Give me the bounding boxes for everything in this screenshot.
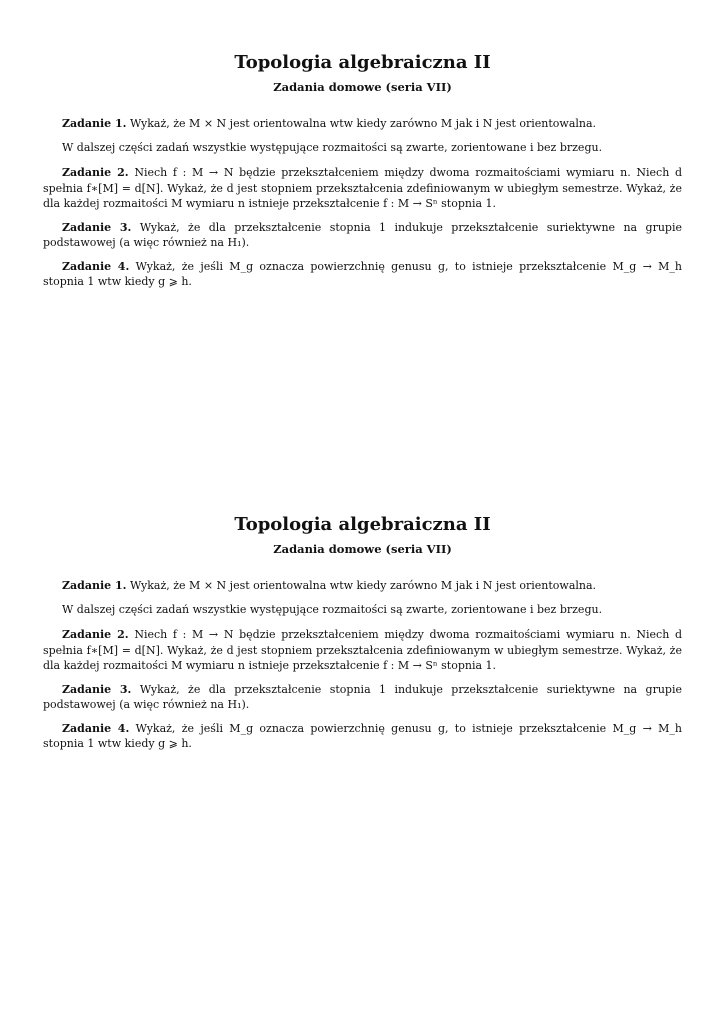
page-subtitle: Zadania domowe (seria VII): [273, 80, 452, 94]
exercise-label: Zadanie 4.: [62, 259, 130, 273]
exercise-4: [43, 259, 682, 290]
exercise-3: [43, 682, 682, 713]
exercise-text: Wykaż, że dla przekształcenie stopnia 1 indukuje przekształcenie suriektywne na grupie podstawowej (a więc również na H₁).: [43, 220, 682, 249]
exercise-label: Zadanie 4.: [62, 721, 130, 735]
exercise-text: Wykaż, że jeśli M_g oznacza powierzchnię genusu g, to istnieje przekształcenie M_g → M_h stopnia 1 wtw kiedy g ⩾ h.: [43, 259, 682, 288]
exercise-text: Wykaż, że dla przekształcenie stopnia 1 indukuje przekształcenie suriektywne na grupie podstawowej (a więc również na H₁).: [43, 682, 682, 711]
exercise-2: [43, 165, 682, 212]
exercise-2: [43, 627, 682, 674]
homework-sheet-1: [0, 52, 725, 298]
exercise-label: Zadanie 2.: [62, 628, 129, 641]
exercise-label: Zadanie 3.: [62, 682, 132, 696]
exercise-1: [43, 578, 682, 594]
exercise-1: [43, 116, 682, 132]
exercise-text: Wykaż, że M × N jest orientowalna wtw kiedy zarówno M jak i N jest orientowalna.: [129, 117, 597, 130]
page-title: Topologia algebraiczna II: [234, 514, 491, 535]
page-subtitle: Zadania domowe (seria VII): [273, 542, 452, 556]
note-text: W dalszej części zadań wszystkie występujące rozmaitości są zwarte, zorientowane i bez brzegu.: [62, 140, 603, 154]
exercise-label: Zadanie 1.: [62, 117, 127, 130]
exercise-text: Wykaż, że jeśli M_g oznacza powierzchnię genusu g, to istnieje przekształcenie M_g → M_h stopnia 1 wtw kiedy g ⩾ h.: [43, 721, 682, 750]
page-title: Topologia algebraiczna II: [234, 52, 491, 73]
assumption-note: [43, 140, 682, 156]
exercise-text: Niech f : M → N będzie przekształceniem między dwoma rozmaitościami wymiaru n. Niech d spełnia f∗[M] = d[N]. Wykaż, że d jest stopniem przekształcenia zdefiniowanym w ubiegłym semestrze. Wykaż, że dla każdej rozmaitości M wymiaru n istnieje przekształcenie f : M → Sⁿ stopnia 1.: [43, 166, 682, 210]
note-text: W dalszej części zadań wszystkie występujące rozmaitości są zwarte, zorientowane i bez brzegu.: [62, 602, 603, 616]
exercise-3: [43, 220, 682, 251]
assumption-note: [43, 602, 682, 618]
homework-sheet-2: [0, 514, 725, 760]
exercise-label: Zadanie 3.: [62, 220, 132, 234]
exercise-list: [43, 116, 682, 290]
exercise-text: Wykaż, że M × N jest orientowalna wtw kiedy zarówno M jak i N jest orientowalna.: [129, 579, 597, 592]
exercise-text: Niech f : M → N będzie przekształceniem między dwoma rozmaitościami wymiaru n. Niech d spełnia f∗[M] = d[N]. Wykaż, że d jest stopniem przekształcenia zdefiniowanym w ubiegłym semestrze. Wykaż, że dla każdej rozmaitości M wymiaru n istnieje przekształcenie f : M → Sⁿ stopnia 1.: [43, 628, 682, 672]
exercise-4: [43, 721, 682, 752]
exercise-label: Zadanie 2.: [62, 166, 129, 179]
exercise-list: [43, 578, 682, 752]
exercise-label: Zadanie 1.: [62, 579, 127, 592]
